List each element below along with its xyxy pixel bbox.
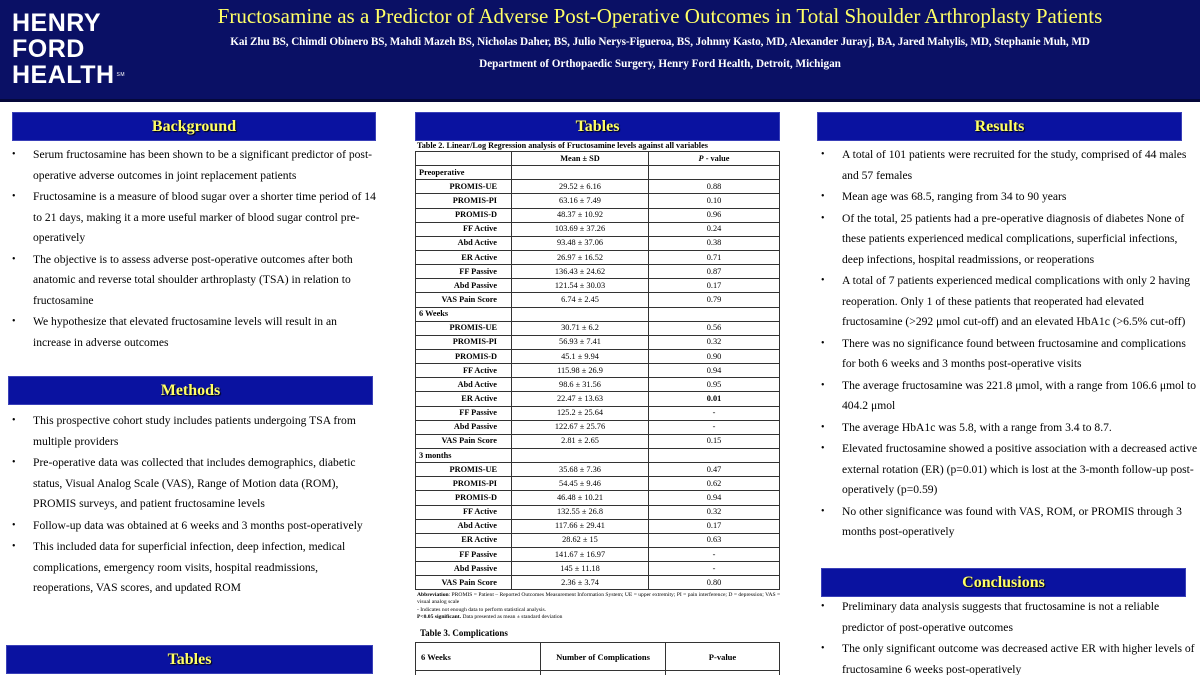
background-heading: Background — [12, 112, 376, 141]
table-row — [416, 420, 780, 434]
mean-sd: 48.37 ± 10.92 — [512, 208, 649, 222]
table-row — [416, 279, 780, 293]
variable: PROMIS-PI — [416, 335, 512, 349]
p-value: 0.63 — [649, 533, 780, 547]
table-row — [416, 477, 780, 491]
p-value: 0.96 — [649, 208, 780, 222]
empty-cell — [649, 166, 780, 180]
logo-line-3-text: HEALTH — [12, 61, 115, 89]
table-row — [416, 406, 780, 420]
background-bullet: • The objective is to assess adverse post-operative outcomes after both anatomic and reverse total shoulder arthroplasty (TSA) in relation to fructosamine — [6, 250, 376, 312]
variable: PROMIS-D — [416, 491, 512, 505]
table-row — [416, 576, 780, 590]
mean-sd: 6.74 ± 2.45 — [512, 293, 649, 307]
p-value: 0.38 — [649, 236, 780, 250]
p-value: 0.62 — [649, 477, 780, 491]
table-row — [416, 392, 780, 406]
results-bullet: • There was no significance found between fructosamine and complications for both 6 weeks and 3 months post-operative visits — [815, 334, 1200, 375]
table3-header-period: 6 Weeks — [416, 643, 541, 671]
p-value: - — [649, 562, 780, 576]
mean-sd: 54.45 ± 9.46 — [512, 477, 649, 491]
results-bullet: • Of the total, 25 patients had a pre-operative diagnosis of diabetes None of these patients experienced medical complications, superficial infections, deep infections, hospital readmissions, or reoperations — [815, 209, 1200, 271]
table-row — [416, 208, 780, 222]
results-heading: Results — [817, 112, 1182, 141]
mean-sd: 132.55 ± 26.8 — [512, 505, 649, 519]
table-row — [416, 671, 780, 675]
methods-list — [6, 411, 376, 600]
background-bullet: • Serum fructosamine has been shown to be a significant predictor of post-operative adverse outcomes in joint replacement patients — [6, 145, 376, 186]
variable: PROMIS-UE — [416, 180, 512, 194]
table-row — [416, 491, 780, 505]
abbreviation-note — [417, 592, 782, 607]
p-value: 0.94 — [649, 364, 780, 378]
table-row — [416, 378, 780, 392]
p-value: 0.95 — [649, 378, 780, 392]
variable: FF Passive — [416, 547, 512, 561]
table2-footnotes — [417, 592, 782, 622]
table-row — [416, 222, 780, 236]
abbrev-label: Abbreviation — [417, 592, 449, 598]
results-bullet: • The average fructosamine was 221.8 μmol, with a range from 106.6 μmol to 404.2 μmol — [815, 376, 1200, 417]
background-bullet: • Fructosamine is a measure of blood sugar over a shorter time period of 14 to 21 days, making it a more useful marker of blood sugar control pre-operatively — [6, 187, 376, 249]
variable: Abd Active — [416, 519, 512, 533]
table3-header-row — [416, 643, 780, 671]
author-list: Kai Zhu BS, Chimdi Obinero BS, Mahdi Mazeh BS, Nicholas Daher, BS, Julio Nerys-Figueroa, BS, Johnny Kasto, MD, Alexander Jurayj, BA, Jared Mahylis, MD, Stephanie Muh, MD — [230, 36, 1090, 48]
variable: ER Active — [416, 250, 512, 264]
empty-cell — [416, 671, 541, 675]
table2-caption: Table 2. Linear/Log Regression analysis of Fructosamine levels against all variables — [417, 141, 708, 150]
p-value: 0.56 — [649, 321, 780, 335]
results-bullet: • Mean age was 68.5, ranging from 34 to 90 years — [815, 187, 1200, 208]
mean-sd: 121.54 ± 30.03 — [512, 279, 649, 293]
p-value: 0.17 — [649, 279, 780, 293]
methods-bullet: • Pre-operative data was collected that includes demographics, diabetic status, Visual Analog Scale (VAS), Range of Motion data (ROM), PROMIS surveys, and patient fructosamine levels — [6, 453, 376, 515]
mean-sd: 117.66 ± 29.41 — [512, 519, 649, 533]
conclusions-bullet: • The only significant outcome was decreased active ER with higher levels of fructosamine 6 weeks post-operatively — [815, 639, 1200, 675]
abbrev-text: : PROMIS = Patient – Reported Outcomes Measurement Information System; UE = upper extremity; PI = pain interference; D = depression; VAS = visual analog scale — [417, 592, 781, 606]
left-tables-heading: Tables — [6, 645, 373, 674]
variable: PROMIS-UE — [416, 463, 512, 477]
p-value: - — [649, 406, 780, 420]
mean-sd: 103.69 ± 37.26 — [512, 222, 649, 236]
background-bullet: • We hypothesize that elevated fructosamine levels will result in an increase in adverse outcomes — [6, 312, 376, 353]
p-rest: - value — [703, 153, 730, 163]
p-value: 0.47 — [649, 463, 780, 477]
table-row — [416, 293, 780, 307]
table-row — [416, 463, 780, 477]
variable: FF Active — [416, 505, 512, 519]
methods-bullet: • This prospective cohort study includes patients undergoing TSA from multiple providers — [6, 411, 376, 452]
table-row — [416, 434, 780, 448]
conclusions-list — [815, 597, 1200, 675]
table3-header-count: Number of Complications — [541, 643, 666, 671]
table-row — [416, 519, 780, 533]
table-row — [416, 335, 780, 349]
sig-text: Data presented as mean ± standard deviation — [461, 614, 563, 621]
mean-sd: 46.48 ± 10.21 — [512, 491, 649, 505]
mean-sd: 45.1 ± 9.94 — [512, 349, 649, 363]
table3-header-pvalue: P-value — [666, 643, 780, 671]
background-list — [6, 145, 376, 354]
table-row — [416, 364, 780, 378]
mean-sd: 56.93 ± 7.41 — [512, 335, 649, 349]
methods-bullet: • Follow-up data was obtained at 6 weeks and 3 months post-operatively — [6, 516, 376, 537]
variable: FF Passive — [416, 265, 512, 279]
table-row — [416, 194, 780, 208]
p-value: 0.15 — [649, 434, 780, 448]
header-banner — [0, 0, 1200, 102]
mean-sd: 2.36 ± 3.74 — [512, 576, 649, 590]
variable: Abd Active — [416, 236, 512, 250]
variable: PROMIS-PI — [416, 194, 512, 208]
results-bullet: • No other significance was found with VAS, ROM, or PROMIS through 3 months post-operatively — [815, 502, 1200, 543]
p-value-significant: 0.01 — [649, 392, 780, 406]
results-list — [815, 145, 1200, 544]
variable: PROMIS-D — [416, 208, 512, 222]
mean-sd: 29.52 ± 6.16 — [512, 180, 649, 194]
mean-sd: 30.71 ± 6.2 — [512, 321, 649, 335]
p-value: 0.79 — [649, 293, 780, 307]
mean-sd: 93.48 ± 37.06 — [512, 236, 649, 250]
p-value: 0.87 — [649, 265, 780, 279]
variable: PROMIS-PI — [416, 477, 512, 491]
variable: VAS Pain Score — [416, 576, 512, 590]
mean-sd: 98.6 ± 31.56 — [512, 378, 649, 392]
empty-cell — [666, 671, 780, 675]
logo-line-2: FORD — [12, 35, 85, 63]
variable: Abd Active — [416, 378, 512, 392]
mean-sd: 28.62 ± 15 — [512, 533, 649, 547]
table2-header-row — [416, 152, 780, 166]
variable: ER Active — [416, 392, 512, 406]
p-value: 0.24 — [649, 222, 780, 236]
mean-sd: 136.43 ± 24.62 — [512, 265, 649, 279]
results-bullet: • Elevated fructosamine showed a positive association with a decreased active external rotation (ER) (p=0.01) which is lost at the 3-month follow-up post-operatively (p=0.59) — [815, 439, 1200, 501]
table-row — [416, 265, 780, 279]
methods-heading: Methods — [8, 376, 373, 405]
table-row — [416, 250, 780, 264]
variable: Abd Passive — [416, 562, 512, 576]
variable: VAS Pain Score — [416, 434, 512, 448]
table-row — [416, 533, 780, 547]
table2-header-empty — [416, 152, 512, 166]
table-row — [416, 547, 780, 561]
empty-cell — [649, 307, 780, 321]
poster-title: Fructosamine as a Predictor of Adverse Post-Operative Outcomes in Total Shoulder Arthroplasty Patients — [217, 4, 1103, 28]
mean-sd: 35.68 ± 7.36 — [512, 463, 649, 477]
table-row — [416, 349, 780, 363]
empty-cell — [649, 448, 780, 462]
p-value: 0.94 — [649, 491, 780, 505]
empty-cell — [541, 671, 666, 675]
p-value: 0.88 — [649, 180, 780, 194]
table2-header-pvalue — [649, 152, 780, 166]
significance-note — [417, 614, 782, 621]
table-row — [416, 562, 780, 576]
variable: FF Passive — [416, 406, 512, 420]
empty-cell — [512, 166, 649, 180]
variable: PROMIS-D — [416, 349, 512, 363]
table-row — [416, 321, 780, 335]
group-label: Preoperative — [416, 166, 512, 180]
p-value: 0.71 — [649, 250, 780, 264]
table3-complications — [415, 642, 780, 675]
table-row — [416, 180, 780, 194]
empty-cell — [512, 448, 649, 462]
logo-line-1: HENRY — [12, 9, 102, 37]
mean-sd: 115.98 ± 26.9 — [512, 364, 649, 378]
table2-group-row — [416, 448, 780, 462]
p-value: 0.32 — [649, 335, 780, 349]
group-label: 6 Weeks — [416, 307, 512, 321]
mean-sd: 2.81 ± 2.65 — [512, 434, 649, 448]
results-bullet: • A total of 101 patients were recruited for the study, comprised of 44 males and 57 females — [815, 145, 1200, 186]
table2-group-row — [416, 166, 780, 180]
dash-note: - Indicates not enough data to perform statistical analysis. — [417, 606, 547, 613]
variable: PROMIS-UE — [416, 321, 512, 335]
methods-bullet: • This included data for superficial infection, deep infection, medical complications, emergency room visits, hospital readmissions, reoperations, VAS scores, and updated ROM — [6, 537, 376, 599]
variable: Abd Passive — [416, 420, 512, 434]
conclusions-bullet: • Preliminary data analysis suggests that fructosamine is not a reliable predictor of post-operative outcomes — [815, 597, 1200, 638]
sig-label: P<0.05 significant. — [417, 614, 462, 621]
p-value: 0.80 — [649, 576, 780, 590]
p-value: 0.10 — [649, 194, 780, 208]
p-value: 0.90 — [649, 349, 780, 363]
table2-header-mean: Mean ± SD — [512, 152, 649, 166]
p-italic: P — [698, 153, 704, 163]
mean-sd: 141.67 ± 16.97 — [512, 547, 649, 561]
table-row — [416, 505, 780, 519]
p-value: - — [649, 547, 780, 561]
logo-line-3 — [12, 62, 142, 88]
table2-regression — [415, 151, 780, 590]
empty-cell — [512, 307, 649, 321]
table3-caption: Table 3. Complications — [420, 628, 508, 638]
mean-sd: 26.97 ± 16.52 — [512, 250, 649, 264]
p-value: 0.17 — [649, 519, 780, 533]
mean-sd: 63.16 ± 7.49 — [512, 194, 649, 208]
mean-sd: 122.67 ± 25.76 — [512, 420, 649, 434]
p-value: - — [649, 420, 780, 434]
mean-sd: 125.2 ± 25.64 — [512, 406, 649, 420]
tables-heading: Tables — [415, 112, 780, 141]
variable: VAS Pain Score — [416, 293, 512, 307]
group-label: 3 months — [416, 448, 512, 462]
table-row — [416, 236, 780, 250]
variable: Abd Passive — [416, 279, 512, 293]
henry-ford-health-logo — [12, 10, 142, 88]
mean-sd: 22.47 ± 13.63 — [512, 392, 649, 406]
conclusions-heading: Conclusions — [821, 568, 1186, 597]
p-value: 0.32 — [649, 505, 780, 519]
results-bullet: • A total of 7 patients experienced medical complications with only 2 having reoperation. Only 1 of these patients that reoperated had elevated fructosamine (>292 μmol cut-off) and an elevated HbA1c (>6.5% cut-off) — [815, 271, 1200, 333]
table2-group-row — [416, 307, 780, 321]
variable: ER Active — [416, 533, 512, 547]
mean-sd: 145 ± 11.18 — [512, 562, 649, 576]
logo-trademark: SM — [116, 72, 126, 78]
affiliation: Department of Orthopaedic Surgery, Henry Ford Health, Detroit, Michigan — [479, 58, 841, 70]
variable: FF Active — [416, 222, 512, 236]
variable: FF Active — [416, 364, 512, 378]
results-bullet: • The average HbA1c was 5.8, with a range from 3.4 to 8.7. — [815, 418, 1200, 439]
